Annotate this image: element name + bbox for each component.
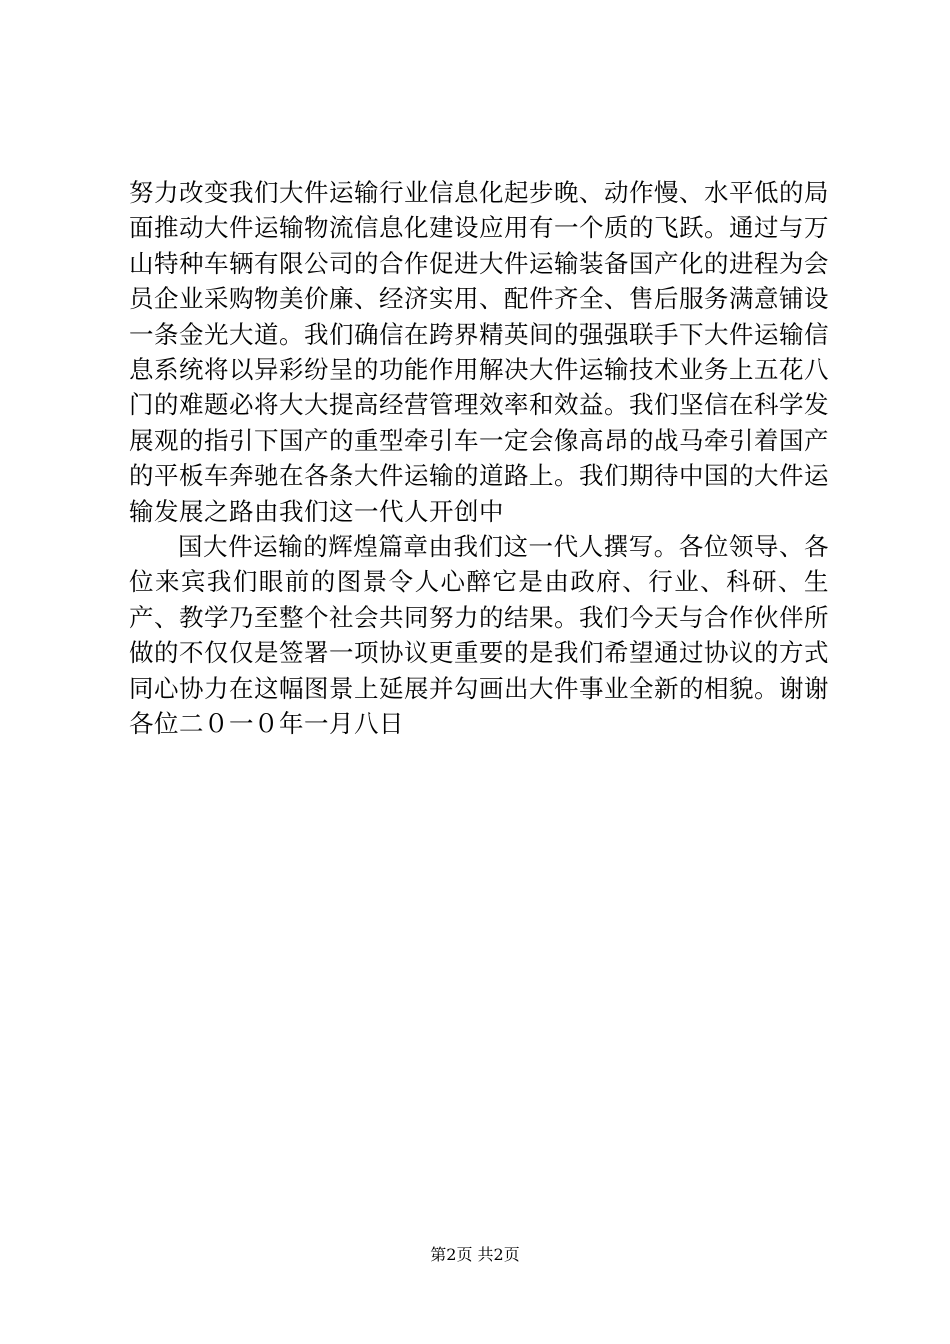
paragraph-2: 国大件运输的辉煌篇章由我们这一代人撰写。各位领导、各位来宾我们眼前的图景令人心醉它是由政府、行业、科研、生产、教学乃至整个社会共同努力的结果。我们今天与合作伙伴所做的不仅仅是签署一项协议更重要的是我们希望通过协议的方式同心协力在这幅图景上延展并勾画出大件事业全新的相貌。谢谢各位二０一０年一月八日 [129,532,829,739]
page-footer: 第2页 共2页 [430,1245,520,1264]
paragraph-1: 努力改变我们大件运输行业信息化起步晚、动作慢、水平低的局面推动大件运输物流信息化建设应用有一个质的飞跃。通过与万山特种车辆有限公司的合作促进大件运输装备国产化的进程为会员企业采购物美价廉、经济实用、配件齐全、售后服务满意铺设一条金光大道。我们确信在跨界精英间的强强联手下大件运输信息系统将以异彩纷呈的功能作用解决大件运输技术业务上五花八门的难题必将大大提高经营管理效率和效益。我们坚信在科学发展观的指引下国产的重型牵引车一定会像高昂的战马牵引着国产的平板车奔驰在各条大件运输的道路上。我们期待中国的大件运输发展之路由我们这一代人开创中 [129,178,829,526]
document-body [129,175,829,742]
